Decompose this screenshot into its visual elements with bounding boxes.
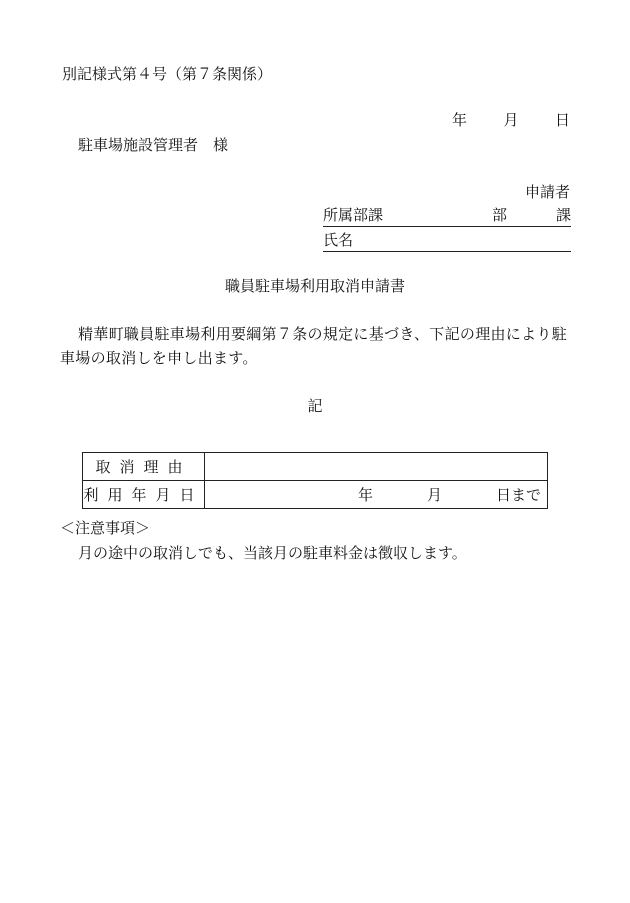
section-suffix: 課: [555, 206, 571, 224]
form-number: 別記様式第４号（第７条関係）: [62, 65, 273, 83]
name-label: 氏名: [323, 231, 354, 249]
application-table: [82, 452, 548, 509]
department-suffix: 部: [491, 206, 507, 224]
date-line: [452, 110, 570, 130]
document-title: 職員駐車場利用取消申請書: [224, 277, 405, 295]
affiliation-label: 所属部課: [323, 206, 384, 224]
table-row-date: [83, 481, 548, 509]
notice-heading: ＜注意事項＞: [60, 519, 151, 537]
notice-text: 月の途中の取消しでも、当該月の駐車料金は徴収します。: [78, 544, 467, 562]
date-of-use-value: [205, 481, 548, 509]
use-year-label: 年: [357, 486, 373, 504]
use-month-label: 月: [426, 486, 442, 504]
affiliation-field: [323, 205, 571, 227]
body-text: 精華町職員駐車場利用要綱第７条の規定に基づき、下記の理由により駐車場の取消しを申し出ます。: [60, 325, 568, 367]
ki-heading: 記: [307, 397, 323, 415]
date-month-label: 月: [503, 111, 519, 129]
use-until-label: 日まで: [495, 486, 541, 504]
reason-label: 取消理由: [83, 453, 205, 481]
date-year-label: 年: [452, 111, 468, 129]
name-field: [323, 230, 571, 252]
date-day-label: 日: [554, 111, 570, 129]
recipient: 駐車場施設管理者 様: [78, 136, 229, 154]
applicant-label: 申請者: [524, 183, 570, 201]
table-row-reason: [83, 453, 548, 481]
date-of-use-label: 利用年月日: [83, 481, 205, 509]
reason-value: [205, 453, 548, 481]
